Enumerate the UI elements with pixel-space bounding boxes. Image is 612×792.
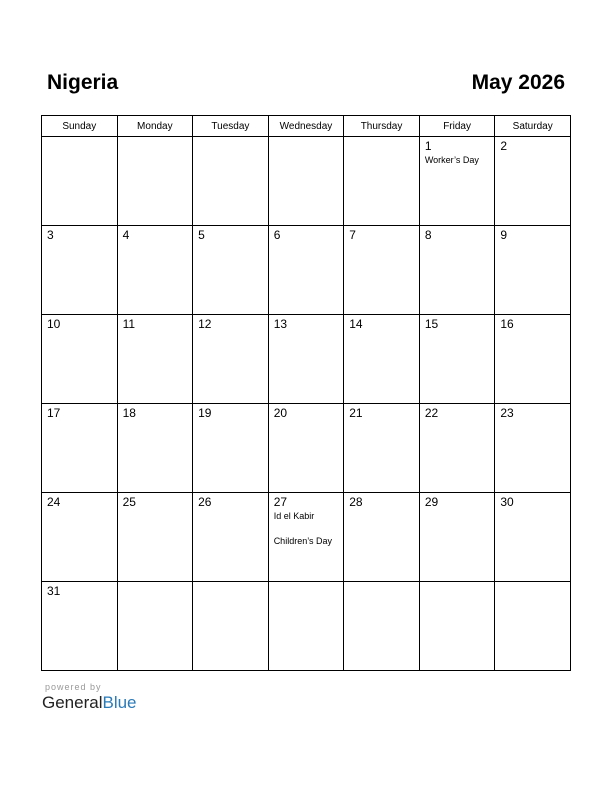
day-cell: [344, 493, 420, 582]
day-cell: [117, 493, 193, 582]
holiday-label: Worker’s Day: [424, 155, 479, 165]
day-number: 15: [424, 317, 439, 331]
day-cell: [495, 493, 571, 582]
day-cell: [42, 404, 118, 493]
day-number: [269, 582, 344, 585]
day-number: 11: [122, 317, 136, 331]
day-number: 19: [198, 406, 212, 420]
day-cell: [42, 493, 118, 582]
day-cell: [495, 226, 571, 315]
day-cell: [193, 137, 269, 226]
holiday-label: Children’s Day: [273, 536, 333, 546]
day-number: [269, 137, 344, 140]
week-row: [42, 315, 571, 404]
brand-general: General: [42, 693, 103, 712]
day-number: 10: [47, 317, 61, 331]
day-cell: [344, 315, 420, 404]
day-cell: [419, 137, 495, 226]
day-cell: [42, 137, 118, 226]
day-cell: [344, 404, 420, 493]
day-number: [193, 137, 268, 140]
day-cell: [419, 315, 495, 404]
day-number: 9: [500, 228, 508, 242]
day-number: 2: [500, 139, 508, 153]
weekday-header-row: [42, 116, 571, 137]
day-number: 8: [424, 228, 432, 242]
day-cell: [419, 226, 495, 315]
day-cell: [268, 315, 344, 404]
day-cell: [42, 226, 118, 315]
day-cell: [193, 582, 269, 671]
day-number: [344, 137, 419, 140]
day-number: 3: [47, 228, 54, 242]
day-number: 1: [424, 139, 432, 153]
day-cell: [117, 137, 193, 226]
day-cell: [268, 493, 344, 582]
day-cell: [117, 582, 193, 671]
week-row: [42, 404, 571, 493]
week-row: [42, 493, 571, 582]
day-number: 14: [349, 317, 363, 331]
day-number: 28: [349, 495, 363, 509]
day-cell: [42, 315, 118, 404]
day-number: 17: [47, 406, 61, 420]
day-number: 20: [273, 406, 288, 420]
day-number: 6: [273, 228, 281, 242]
week-row: [42, 137, 571, 226]
day-number: 21: [349, 406, 363, 420]
day-cell: [117, 315, 193, 404]
day-number: [118, 582, 193, 585]
weekday-header: Friday: [419, 116, 495, 137]
day-number: 13: [273, 317, 288, 331]
day-cell: [344, 137, 420, 226]
day-number: 23: [500, 406, 514, 420]
calendar-grid: [41, 115, 571, 671]
day-cell: [495, 137, 571, 226]
weekday-header: Thursday: [344, 116, 420, 137]
day-number: [193, 582, 268, 585]
day-number: 18: [122, 406, 136, 420]
day-number: 24: [47, 495, 61, 509]
day-cell: [268, 582, 344, 671]
day-number: 27: [273, 495, 288, 509]
day-cell: [495, 315, 571, 404]
day-number: 31: [47, 584, 61, 598]
day-number: 25: [122, 495, 136, 509]
day-number: 22: [424, 406, 439, 420]
week-row: [42, 582, 571, 671]
day-number: 30: [500, 495, 514, 509]
day-cell: [419, 582, 495, 671]
day-number: 16: [500, 317, 514, 331]
weekday-header: Sunday: [42, 116, 118, 137]
weekday-header: Wednesday: [268, 116, 344, 137]
day-cell: [495, 404, 571, 493]
day-cell: [419, 493, 495, 582]
day-number: 29: [424, 495, 439, 509]
weekday-header: Saturday: [495, 116, 571, 137]
day-cell: [193, 404, 269, 493]
day-cell: [268, 404, 344, 493]
day-cell: [268, 137, 344, 226]
day-number: 5: [198, 228, 205, 242]
day-cell: [193, 315, 269, 404]
day-cell: [268, 226, 344, 315]
day-cell: [193, 493, 269, 582]
day-number: [118, 137, 193, 140]
brand-blue: Blue: [102, 693, 137, 712]
day-number: [495, 582, 570, 585]
holiday-label: Id el Kabir: [273, 511, 315, 521]
day-cell: [42, 582, 118, 671]
day-number: 7: [349, 228, 356, 242]
weekday-header: Tuesday: [193, 116, 269, 137]
day-cell: [117, 226, 193, 315]
generalblue-logo: [42, 693, 137, 713]
day-number: [42, 137, 117, 140]
country-title: Nigeria: [47, 71, 119, 94]
day-cell: [117, 404, 193, 493]
day-cell: [344, 582, 420, 671]
day-number: 4: [122, 228, 130, 242]
day-cell: [193, 226, 269, 315]
day-number: 26: [198, 495, 212, 509]
powered-by-label: powered by: [45, 682, 102, 692]
day-cell: [419, 404, 495, 493]
day-number: 12: [198, 317, 212, 331]
week-row: [42, 226, 571, 315]
day-cell: [495, 582, 571, 671]
weekday-header: Monday: [117, 116, 193, 137]
day-cell: [344, 226, 420, 315]
day-number: [344, 582, 419, 585]
month-title: May 2026: [471, 71, 565, 94]
day-number: [420, 582, 495, 585]
